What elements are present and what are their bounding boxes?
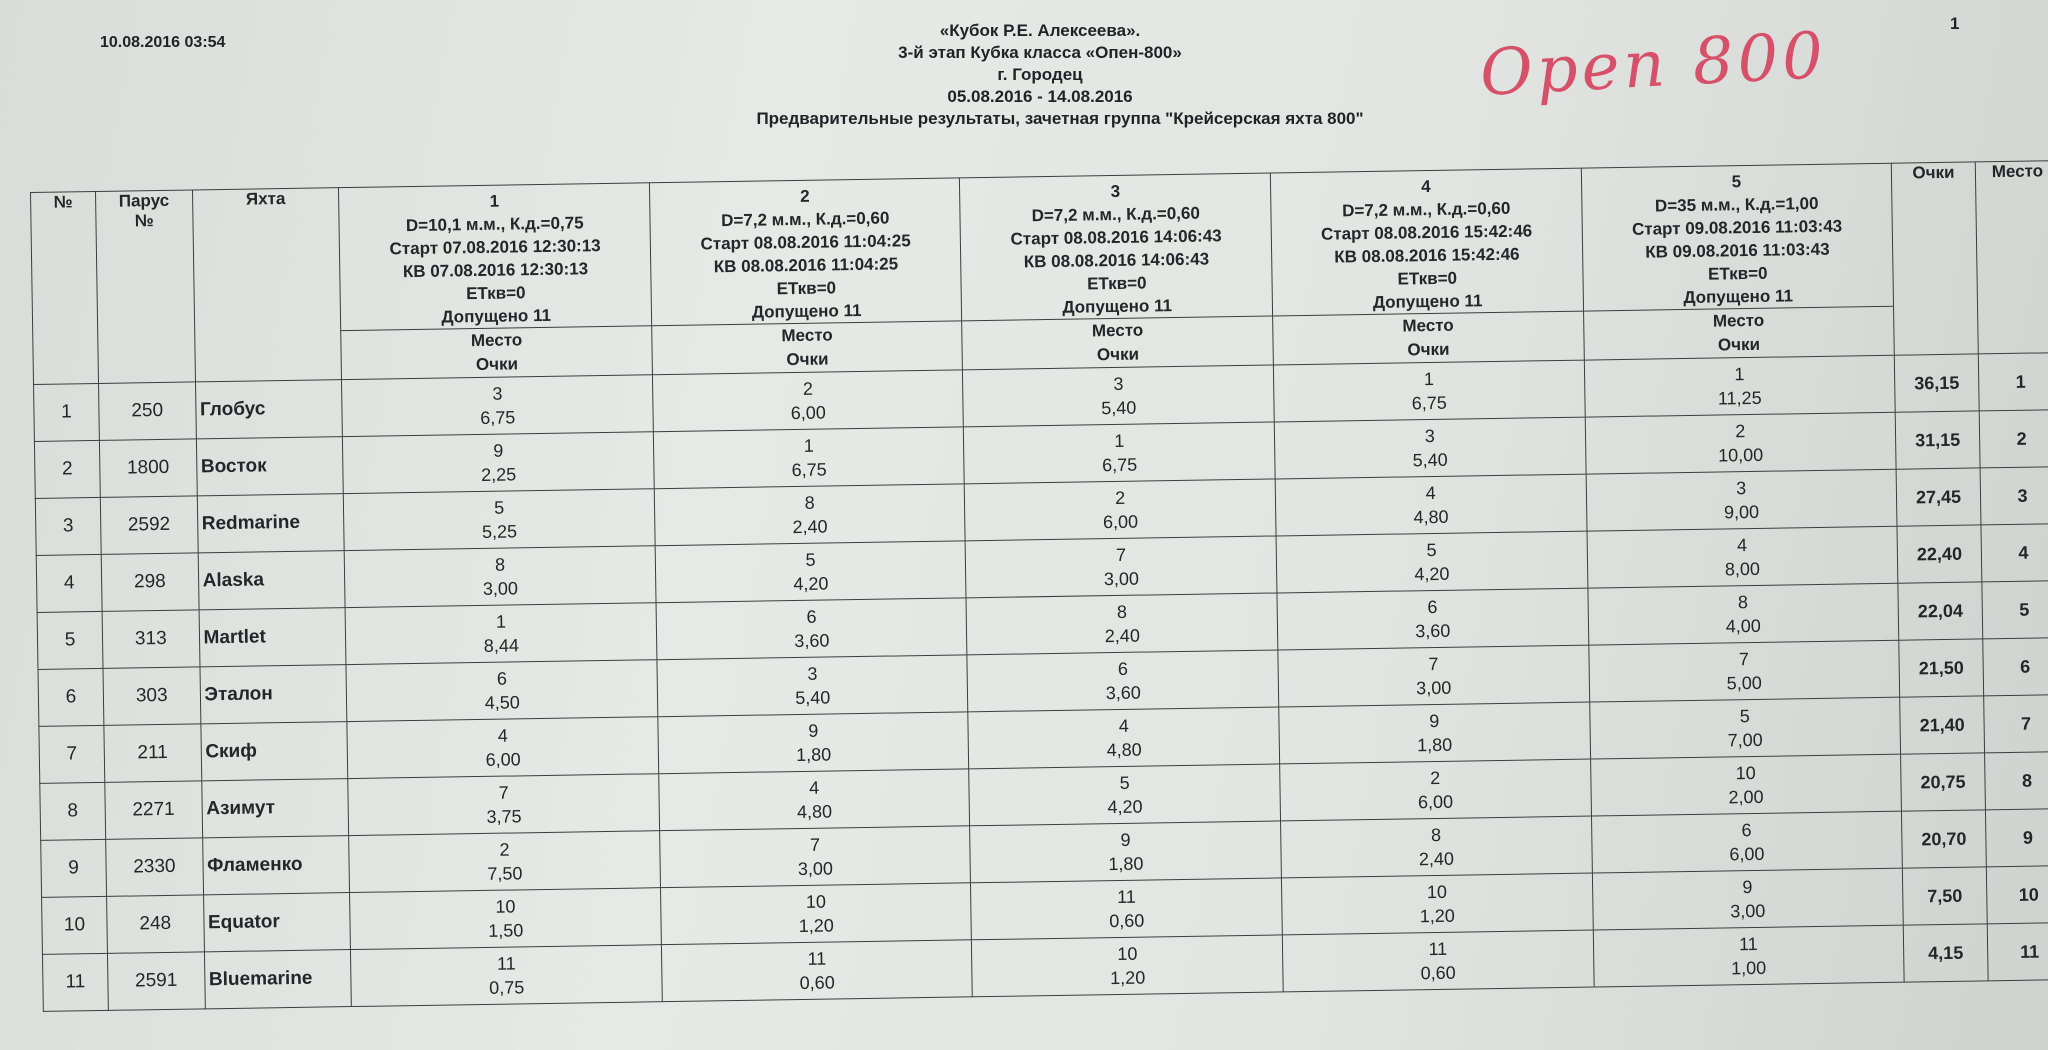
- race-points: 1,20: [1419, 905, 1455, 927]
- race-points: 2,00: [1728, 786, 1764, 808]
- race-points: 4,80: [796, 801, 833, 823]
- race-points: 5,40: [795, 687, 831, 709]
- race-place: 5: [1119, 772, 1130, 793]
- race-result: [348, 774, 659, 836]
- race-place: 11: [807, 948, 827, 969]
- race-points: 4,20: [793, 573, 829, 595]
- race-result: [652, 370, 963, 432]
- race-place: 1: [1423, 368, 1435, 390]
- race-place: 1: [495, 611, 507, 632]
- race-place: 6: [806, 606, 817, 627]
- race-points: 3,75: [486, 806, 522, 827]
- race-points: 5,25: [481, 521, 518, 542]
- race-result: [967, 650, 1278, 712]
- race-result: [1590, 754, 1901, 816]
- race-place: 3: [1113, 373, 1124, 395]
- race-result: [1281, 873, 1592, 935]
- race-result: [655, 541, 966, 603]
- race-points: 3,60: [1105, 682, 1141, 704]
- race-points: 0,75: [489, 977, 525, 998]
- col-place-header: Место: [1975, 161, 2048, 354]
- race-result: [1275, 474, 1586, 536]
- race-points: 0,60: [799, 972, 835, 994]
- race-points: 4,50: [484, 692, 520, 713]
- document-stage: 3-й этап Кубка класса «Опен-800»: [898, 43, 1182, 62]
- race-place: 4: [1425, 482, 1436, 504]
- race-place: 8: [1737, 592, 1749, 613]
- race-result: [345, 603, 656, 665]
- race-result: [963, 365, 1274, 427]
- race-place: 4: [809, 777, 820, 798]
- race-result: [964, 422, 1275, 484]
- race-points: 3,00: [1103, 568, 1140, 590]
- race-result: [349, 831, 660, 893]
- final-place: 11: [1987, 923, 2048, 981]
- race-points: 3,00: [1730, 900, 1766, 922]
- race-result: [654, 484, 965, 546]
- race-place: 6: [1117, 658, 1129, 679]
- race-result: [660, 883, 971, 945]
- total-points: 22,04: [1898, 582, 1983, 640]
- race-result: [965, 479, 1276, 541]
- race-place: 11: [1738, 933, 1758, 955]
- row-number: 8: [40, 782, 106, 840]
- race-result: [660, 826, 971, 888]
- race-result: [343, 432, 654, 494]
- race-place: 2: [1115, 487, 1126, 508]
- race-result: [1585, 412, 1896, 474]
- race-result: [350, 888, 661, 950]
- race-result: [657, 655, 968, 717]
- race-place: 11: [1428, 938, 1448, 960]
- race-place: 8: [804, 492, 815, 513]
- race-place: 5: [1426, 539, 1437, 561]
- race-points: 6,75: [480, 407, 516, 428]
- race-place: 11: [1116, 886, 1136, 908]
- row-number: 5: [37, 611, 103, 669]
- sail-number: 250: [99, 382, 196, 441]
- race-place: 7: [1115, 544, 1127, 565]
- race-result: [1281, 816, 1592, 878]
- race-points: 1,80: [1416, 734, 1453, 756]
- race-place: 3: [1424, 425, 1435, 447]
- row-number: 4: [36, 554, 102, 612]
- race-header: 5 D=35 м.м., К.д.=1,00 Старт 09.08.2016 11:03:43 КВ 09.08.2016 11:03:43 ЕТкв=0 Допущено 11: [1581, 163, 1894, 311]
- yacht-name: Alaska: [198, 551, 346, 610]
- race-place: 2: [1735, 421, 1746, 442]
- race-points: 4,80: [1106, 739, 1142, 761]
- race-place: 9: [1120, 829, 1131, 850]
- yacht-name: Фламенко: [202, 836, 350, 895]
- race-result: [1584, 355, 1895, 417]
- col-sail-header: Парус №: [96, 190, 196, 383]
- results-table-container: [30, 160, 2048, 1012]
- race-place: 3: [492, 383, 503, 404]
- total-points: 4,15: [1903, 924, 1988, 982]
- race-place: 2: [1429, 767, 1441, 789]
- race-points: 8,00: [1724, 558, 1761, 580]
- race-place: 8: [494, 554, 506, 575]
- race-points: 2,40: [1418, 848, 1455, 870]
- race-place: 8: [1116, 601, 1128, 622]
- row-number: 1: [34, 383, 100, 441]
- yacht-name: Equator: [203, 893, 351, 952]
- race-place: 1: [1734, 364, 1745, 385]
- race-result: [347, 717, 658, 779]
- race-place: 3: [1736, 478, 1747, 499]
- race-points: 6,00: [1417, 791, 1454, 813]
- race-points: 5,40: [1412, 449, 1448, 471]
- sail-number: 1800: [99, 439, 196, 498]
- race-place: 9: [1429, 710, 1440, 732]
- race-points: 3,00: [482, 578, 519, 599]
- race-result: [966, 593, 1277, 655]
- race-place: 5: [1739, 706, 1750, 727]
- total-points: 21,50: [1899, 639, 1984, 697]
- final-place: 5: [1982, 581, 2048, 639]
- total-points: 27,45: [1896, 468, 1981, 526]
- race-points: 6,00: [485, 749, 521, 770]
- race-place: 7: [1738, 649, 1750, 670]
- race-result: [653, 427, 964, 489]
- race-place: 10: [1426, 881, 1448, 903]
- final-place: 7: [1984, 695, 2048, 753]
- total-points: 31,15: [1895, 411, 1980, 469]
- race-place: 1: [1114, 430, 1125, 451]
- race-place: 7: [809, 834, 821, 855]
- race-result: [661, 940, 972, 1002]
- race-points: 3,60: [1415, 620, 1451, 642]
- race-place: 4: [497, 725, 508, 746]
- yacht-name: Bluemarine: [204, 950, 352, 1009]
- race-place: 4: [1736, 535, 1748, 556]
- race-points: 4,20: [1414, 563, 1450, 585]
- race-points: 9,00: [1723, 501, 1760, 523]
- race-points: 1,00: [1731, 957, 1767, 979]
- race-points: 6,75: [1101, 454, 1138, 476]
- yacht-name: Азимут: [201, 779, 349, 838]
- race-result: [658, 712, 969, 774]
- race-header: 4 D=7,2 м.м., К.д.=0,60 Старт 08.08.2016 15:42:46 КВ 08.08.2016 15:42:46 ЕТкв=0 Допущено 11: [1270, 168, 1583, 316]
- race-result: [1588, 640, 1899, 702]
- race-result: [1280, 759, 1591, 821]
- race-points: 10,00: [1717, 444, 1764, 466]
- race-result: [659, 769, 970, 831]
- document-subtitle: Предварительные результаты, зачетная группа "Крейсерская яхта 800": [756, 109, 1364, 128]
- race-result: [1589, 697, 1900, 759]
- race-result: [342, 375, 653, 437]
- race-result: [1282, 930, 1593, 992]
- yacht-name: Восток: [196, 437, 344, 496]
- col-points-header: Очки: [1891, 162, 1978, 355]
- race-result: [970, 821, 1281, 883]
- yacht-name: Redmarine: [197, 494, 345, 553]
- race-points: 8,44: [483, 635, 520, 656]
- race-result: [972, 935, 1283, 997]
- final-place: 1: [1978, 353, 2048, 411]
- total-points: 20,70: [1902, 810, 1987, 868]
- race-points: 3,00: [797, 858, 834, 880]
- results-table: [30, 160, 2048, 1012]
- race-points: 2,25: [480, 464, 517, 485]
- final-place: 2: [1979, 410, 2048, 468]
- race-points: 6,75: [791, 459, 827, 481]
- race-place: 1: [803, 435, 814, 456]
- race-points: 2,40: [1104, 625, 1141, 647]
- sail-number: 248: [107, 895, 204, 954]
- race-points: 0,60: [1420, 962, 1456, 984]
- final-place: 8: [1985, 752, 2048, 810]
- race-points: 7,50: [487, 863, 523, 884]
- final-place: 9: [1985, 809, 2048, 867]
- race-points: 6,00: [1729, 843, 1765, 865]
- yacht-name: Martlet: [199, 608, 347, 667]
- sail-number: 313: [102, 610, 199, 669]
- race-place: 6: [496, 668, 508, 689]
- col-yacht-header: Яхта: [192, 188, 342, 382]
- race-result: [1586, 469, 1897, 531]
- race-points: 1,20: [1110, 967, 1146, 989]
- race-points: 1,50: [488, 920, 524, 941]
- total-points: 20,75: [1901, 753, 1986, 811]
- row-number: 3: [35, 497, 101, 555]
- race-points: 5,40: [1101, 397, 1137, 419]
- race-result: [1587, 583, 1898, 645]
- race-result: [1274, 417, 1585, 479]
- race-points: 0,60: [1109, 910, 1145, 932]
- sail-number: 2330: [106, 838, 203, 897]
- race-header: 1 D=10,1 м.м., К.д.=0,75 Старт 07.08.2016 12:30:13 КВ 07.08.2016 12:30:13 ЕТкв=0 Допущено 11: [339, 183, 652, 331]
- race-place: 10: [495, 896, 516, 917]
- race-place: 9: [808, 720, 819, 741]
- race-place: 7: [498, 782, 509, 803]
- race-place: 9: [493, 440, 504, 461]
- race-result: [1279, 702, 1590, 764]
- yacht-name: Глобус: [195, 380, 343, 439]
- row-number: 2: [34, 440, 100, 498]
- race-points: 3,60: [794, 630, 830, 652]
- sail-number: 303: [103, 667, 200, 726]
- race-place: 4: [1118, 715, 1129, 736]
- row-number: 9: [41, 839, 107, 897]
- race-result: [969, 764, 1280, 826]
- race-place: 11: [496, 953, 516, 974]
- document-title: «Кубок Р.Е. Алексеева».: [939, 21, 1141, 40]
- row-number: 7: [39, 725, 105, 783]
- race-place: 6: [1741, 820, 1752, 841]
- sail-number: 2591: [107, 952, 204, 1011]
- race-subheader: Место Очки: [341, 326, 652, 380]
- race-place: 2: [499, 839, 510, 860]
- race-result: [1593, 925, 1904, 987]
- race-result: [1591, 811, 1902, 873]
- yacht-name: Эталон: [200, 665, 348, 724]
- row-number: 11: [42, 953, 108, 1011]
- results-body: [34, 353, 2048, 1012]
- sail-number: 298: [101, 553, 198, 612]
- race-points: 6,75: [1411, 392, 1447, 414]
- race-subheader: Место Очки: [652, 321, 963, 375]
- race-place: 10: [1117, 943, 1138, 965]
- race-result: [344, 489, 655, 551]
- page-number: 1: [1950, 14, 1960, 33]
- race-place: 5: [494, 497, 505, 518]
- race-result: [656, 598, 967, 660]
- race-points: 3,00: [1416, 677, 1452, 699]
- race-result: [968, 707, 1279, 769]
- row-number: 10: [42, 896, 108, 954]
- race-points: 2,40: [792, 516, 828, 538]
- final-place: 10: [1986, 866, 2048, 924]
- race-place: 10: [1735, 762, 1756, 784]
- yacht-name: Скиф: [200, 722, 348, 781]
- race-result: [966, 536, 1277, 598]
- document-dates: 05.08.2016 - 14.08.2016: [947, 87, 1133, 106]
- race-points: 5,00: [1726, 672, 1762, 694]
- race-points: 4,20: [1107, 796, 1143, 818]
- race-points: 1,20: [798, 915, 835, 937]
- final-place: 6: [1983, 638, 2048, 696]
- race-result: [1278, 645, 1589, 707]
- race-place: 2: [802, 378, 814, 399]
- final-place: 3: [1980, 467, 2048, 525]
- col-num-header: №: [31, 191, 99, 384]
- document-city: г. Городец: [997, 65, 1083, 84]
- total-points: 36,15: [1894, 354, 1979, 412]
- print-timestamp: 10.08.2016 03:54: [100, 34, 226, 51]
- handwritten-note: Open 800: [1478, 18, 1829, 112]
- race-points: 11,25: [1717, 387, 1762, 409]
- race-result: [1273, 360, 1584, 422]
- race-header: 2 D=7,2 м.м., К.д.=0,60 Старт 08.08.2016 11:04:25 КВ 08.08.2016 11:04:25 ЕТкв=0 Допущено 11: [649, 178, 962, 326]
- race-points: 4,80: [1413, 506, 1449, 528]
- sail-number: 211: [104, 724, 201, 783]
- race-result: [1276, 531, 1587, 593]
- race-points: 7,00: [1727, 729, 1763, 751]
- race-points: 1,80: [1108, 853, 1144, 875]
- race-place: 6: [1427, 596, 1438, 618]
- row-number: 6: [38, 668, 104, 726]
- race-subheader: Место Очки: [1273, 311, 1584, 365]
- race-subheader: Место Очки: [962, 316, 1273, 370]
- race-result: [346, 660, 657, 722]
- sail-number: 2271: [105, 781, 202, 840]
- race-place: 8: [1430, 824, 1442, 846]
- race-result: [971, 878, 1282, 940]
- document-header: [640, 20, 1440, 130]
- race-place: 9: [1742, 877, 1753, 898]
- race-result: [1587, 526, 1898, 588]
- total-points: 21,40: [1900, 696, 1985, 754]
- race-points: 4,00: [1725, 615, 1762, 637]
- total-points: 22,40: [1897, 525, 1982, 583]
- race-points: 6,00: [1102, 511, 1139, 533]
- race-points: 1,80: [795, 744, 832, 766]
- race-subheader: Место Очки: [1583, 306, 1894, 360]
- race-result: [351, 945, 662, 1007]
- race-place: 5: [805, 549, 816, 570]
- final-place: 4: [1981, 524, 2048, 582]
- race-result: [1277, 588, 1588, 650]
- race-result: [345, 546, 656, 608]
- race-header: 3 D=7,2 м.м., К.д.=0,60 Старт 08.08.2016 14:06:43 КВ 08.08.2016 14:06:43 ЕТкв=0 Допущено 11: [960, 173, 1273, 321]
- race-result: [1592, 868, 1903, 930]
- race-place: 10: [805, 891, 827, 912]
- race-place: 3: [807, 663, 818, 684]
- sail-number: 2592: [100, 496, 197, 555]
- total-points: 7,50: [1902, 867, 1987, 925]
- race-place: 7: [1428, 653, 1439, 675]
- race-points: 6,00: [790, 402, 826, 424]
